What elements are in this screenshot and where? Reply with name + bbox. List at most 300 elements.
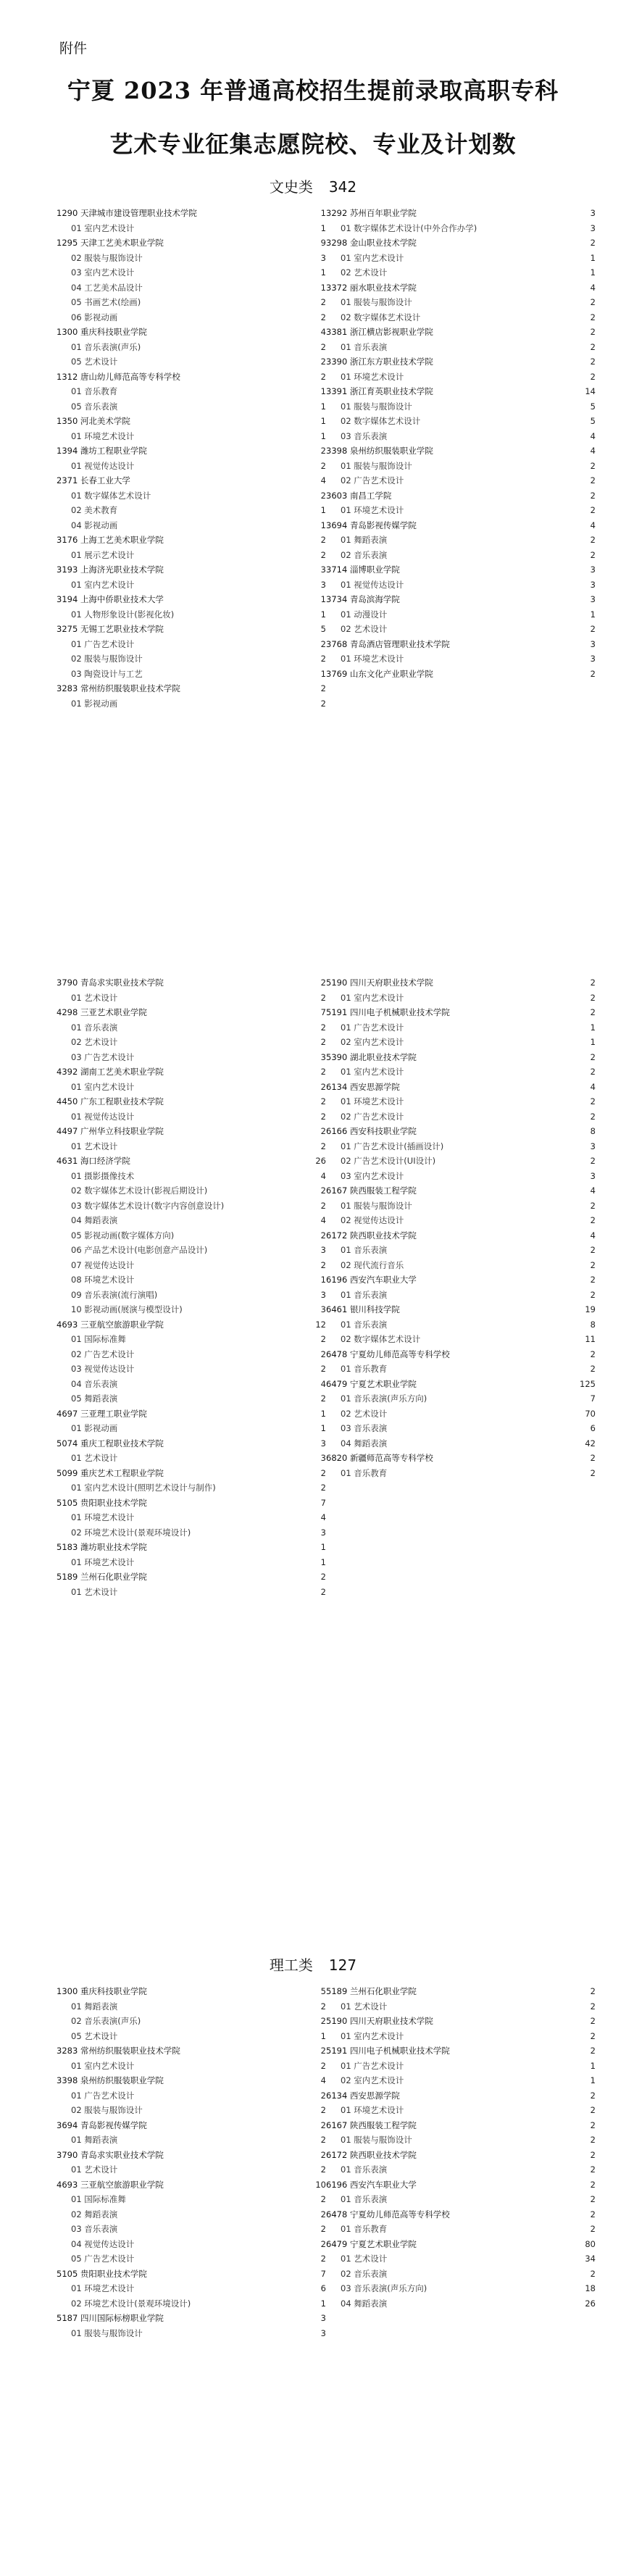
plan-count: 4 [320, 1378, 326, 1389]
major-code: 02 [341, 1259, 351, 1270]
major-name [57, 2281, 134, 2296]
major-row [57, 667, 326, 682]
school-row [57, 1154, 326, 1169]
major-code: 02 [71, 2105, 82, 2115]
major-name [326, 1139, 443, 1154]
row-label: 现代流行音乐 [354, 1259, 404, 1270]
row-label: 服装与服饰设计 [84, 2327, 143, 2338]
plan-count: 2 [590, 2046, 596, 2056]
school-code: 6478 [326, 1349, 348, 1359]
row-label: 音乐表演 [354, 1245, 388, 1255]
plan-count: 1 [320, 2030, 326, 2041]
school-name [57, 2148, 164, 2163]
plan-count: 2 [590, 2179, 596, 2190]
school-name [326, 280, 417, 296]
school-row [57, 2177, 326, 2193]
row-label: 三亚理工职业学院 [80, 1408, 147, 1419]
row-label: 音乐教育 [354, 1364, 388, 1374]
plan-count: 1 [590, 1037, 596, 1047]
major-row [57, 1169, 326, 1184]
row-label: 河北美术学院 [80, 416, 130, 426]
plan-count: 2 [320, 698, 326, 709]
major-name [57, 2192, 126, 2207]
plan-count: 11 [585, 1334, 596, 1344]
major-row [326, 2133, 596, 2148]
school-code: 5105 [57, 2268, 78, 2279]
plan-count: 2 [320, 683, 326, 693]
major-code: 01 [71, 386, 82, 396]
major-code: 01 [71, 2164, 82, 2175]
plan-count: 8 [590, 1319, 596, 1330]
school-row [326, 280, 596, 296]
major-code: 01 [341, 252, 351, 263]
row-label: 室内艺术设计 [354, 992, 404, 1003]
plan-count: 2 [590, 1275, 596, 1285]
school-code: 1300 [57, 327, 78, 337]
row-label: 兰州石化职业学院 [80, 1572, 147, 1582]
major-row [57, 503, 326, 518]
major-name [57, 696, 117, 712]
major-row [57, 265, 326, 280]
major-row [326, 1362, 596, 1377]
row-label: 四川电子机械职业技术学院 [349, 2046, 450, 2056]
major-code: 01 [341, 2135, 351, 2145]
major-code: 04 [71, 1215, 82, 1225]
major-row [57, 1377, 326, 1392]
school-row [57, 1570, 326, 1585]
row-label: 青岛求实职业技术学院 [80, 2149, 164, 2160]
row-label: 兰州石化职业学院 [349, 1986, 417, 1996]
major-row [57, 1421, 326, 1436]
school-name [57, 1094, 164, 1109]
school-row [326, 667, 596, 682]
row-label: 重庆科技职业学院 [80, 1986, 147, 1996]
major-code: 01 [341, 2224, 351, 2234]
school-row [57, 1496, 326, 1511]
school-name [57, 1154, 130, 1169]
major-name [326, 310, 420, 325]
row-label: 艺术设计 [84, 2164, 118, 2175]
major-row [326, 1332, 596, 1347]
plan-count: 2 [320, 371, 326, 382]
major-code: 01 [341, 654, 351, 664]
row-label: 室内艺术设计(照明艺术设计与制作) [84, 1483, 216, 1493]
school-code: 4631 [57, 1156, 78, 1166]
major-code: 05 [71, 401, 82, 412]
school-code: 3372 [326, 282, 348, 293]
row-label: 天津工艺美术职业学院 [80, 238, 164, 248]
major-code: 01 [71, 2135, 82, 2145]
row-label: 视觉传达设计 [84, 1364, 135, 1374]
major-name [57, 2014, 141, 2029]
plan-count: 2 [320, 297, 326, 307]
plan-count: 1 [320, 594, 326, 604]
major-row [326, 459, 596, 474]
major-code: 01 [341, 579, 351, 590]
school-name [326, 592, 400, 607]
school-row [326, 592, 596, 607]
row-label: 服装与服饰设计 [354, 2135, 412, 2145]
section-heading-ligong [0, 1954, 626, 1975]
school-name [57, 1124, 164, 1139]
major-name [57, 1332, 126, 1347]
major-code: 02 [71, 505, 82, 515]
major-row [57, 2103, 326, 2118]
major-code: 01 [341, 2254, 351, 2264]
row-label: 音乐表演 [354, 2194, 388, 2204]
major-code: 02 [71, 1349, 82, 1359]
school-code: 6167 [326, 1185, 348, 1196]
school-row [326, 1005, 596, 1020]
row-label: 苏州百年职业学院 [349, 208, 417, 218]
major-name [326, 1169, 404, 1184]
major-name [57, 310, 117, 325]
major-row [326, 1436, 596, 1451]
row-label: 舞蹈表演 [354, 1438, 388, 1449]
major-code: 01 [71, 1423, 82, 1433]
plan-count: 34 [585, 2254, 596, 2264]
row-label: 服装与服饰设计 [354, 401, 412, 412]
major-code: 01 [71, 2060, 82, 2071]
school-code: 4697 [57, 1408, 78, 1419]
plan-count: 2 [320, 1141, 326, 1151]
plan-count: 2 [320, 490, 326, 501]
plan-count: 2 [320, 341, 326, 352]
major-name [57, 251, 143, 266]
plan-count: 2 [590, 357, 596, 367]
row-label: 影视动画 [84, 698, 118, 709]
major-row [326, 1999, 596, 2014]
row-label: 艺术设计 [84, 992, 118, 1003]
plan-count: 2 [590, 1259, 596, 1270]
plan-count: 4 [320, 2075, 326, 2085]
major-row [57, 1999, 326, 2014]
major-code: 01 [341, 505, 351, 515]
major-name [57, 459, 134, 474]
major-row [326, 1020, 596, 1035]
section-heading-wenshi [0, 175, 626, 196]
plan-count: 2 [320, 1483, 326, 1493]
major-name [326, 265, 387, 280]
major-code: 01 [71, 1586, 82, 1597]
major-row [57, 1139, 326, 1154]
major-code: 02 [71, 1185, 82, 1196]
major-name [326, 1213, 404, 1228]
school-name [326, 1183, 417, 1199]
major-name [57, 1510, 134, 1525]
major-name [326, 2162, 387, 2177]
attachment-label: 附件 [59, 41, 88, 57]
school-code: 5099 [57, 1467, 78, 1478]
major-row [326, 1421, 596, 1436]
school-row [57, 473, 326, 488]
school-row [57, 443, 326, 459]
row-label: 产品艺术设计(电影创意产品设计) [84, 1245, 208, 1255]
plan-count: 3 [320, 1245, 326, 1255]
school-code: 6461 [326, 1304, 348, 1314]
major-name [57, 1139, 117, 1154]
row-label: 视觉传达设计 [84, 2238, 135, 2249]
major-code: 02 [341, 1408, 351, 1419]
major-code: 02 [71, 1527, 82, 1538]
major-name [57, 2059, 134, 2074]
school-row [326, 1302, 596, 1317]
school-row [57, 1466, 326, 1481]
row-label: 广告艺术设计 [84, 2090, 135, 2101]
row-label: 西安科技职业学院 [349, 1126, 417, 1136]
row-label: 音乐教育 [354, 2224, 388, 2234]
school-code: 4693 [57, 2179, 78, 2190]
school-row [57, 975, 326, 991]
plan-count: 2 [590, 238, 596, 248]
row-label: 西安汽车职业大学 [349, 1275, 417, 1285]
plan-count: 3 [320, 252, 326, 263]
major-name [57, 280, 143, 296]
row-label: 广告艺术设计 [354, 475, 404, 485]
plan-count: 2 [590, 2194, 596, 2204]
major-code: 03 [341, 1423, 351, 1433]
plan-count: 4 [320, 327, 326, 337]
school-name [326, 1377, 417, 1392]
major-code: 01 [71, 992, 82, 1003]
school-code: 6196 [326, 1275, 348, 1285]
school-code: 5191 [326, 1007, 348, 1017]
row-label: 数字媒体艺术设计(数字内容创意设计) [84, 1200, 225, 1211]
plan-count: 4 [320, 1170, 326, 1181]
plan-count: 1 [320, 401, 326, 412]
major-name [57, 354, 117, 370]
major-code: 01 [341, 1067, 351, 1077]
major-code: 10 [71, 1304, 82, 1314]
major-code: 02 [341, 1215, 351, 1225]
major-code: 02 [71, 2016, 82, 2026]
major-row [326, 651, 596, 667]
major-code: 01 [71, 609, 82, 620]
school-code: 4392 [57, 1067, 78, 1077]
row-label: 西安思源学院 [349, 1081, 400, 1092]
school-name [57, 2073, 164, 2088]
major-row [57, 2059, 326, 2074]
major-code: 01 [341, 1319, 351, 1330]
row-label: 音乐表演(声乐) [84, 2016, 141, 2026]
major-row [326, 310, 596, 325]
plan-count: 2 [590, 312, 596, 322]
row-label: 贵阳职业技术学院 [80, 1497, 147, 1508]
major-row [57, 280, 326, 296]
major-name [326, 2222, 387, 2237]
row-label: 广告艺术设计 [84, 1051, 135, 1062]
major-row [57, 1199, 326, 1214]
plan-count: 2 [590, 1200, 596, 1211]
major-name [57, 1035, 117, 1050]
row-label: 艺术设计 [84, 1037, 118, 1047]
major-name [326, 1391, 427, 1406]
plan-count: 5 [590, 401, 596, 412]
plan-count: 1 [320, 505, 326, 515]
plan-count: 2 [320, 1349, 326, 1359]
row-label: 室内艺术设计 [84, 1081, 135, 1092]
plan-count: 2 [590, 460, 596, 471]
school-name [326, 1272, 417, 1288]
major-row [57, 518, 326, 533]
major-code: 02 [71, 2298, 82, 2309]
school-code: 1300 [57, 1986, 78, 1996]
school-row [57, 622, 326, 637]
row-label: 重庆艺术工程职业学院 [80, 1467, 164, 1478]
major-name [326, 295, 412, 310]
major-name [326, 1317, 387, 1333]
plan-count: 1 [590, 2060, 596, 2071]
major-row [326, 265, 596, 280]
row-label: 重庆工程职业技术学院 [80, 1438, 164, 1449]
school-name [326, 2043, 450, 2059]
section-total: 127 [328, 1956, 357, 1974]
plan-count: 1 [590, 2075, 596, 2085]
major-name [57, 265, 134, 280]
major-code: 01 [341, 2194, 351, 2204]
major-row [326, 2059, 596, 2074]
major-name [326, 429, 387, 444]
row-label: 广告艺术设计 [84, 638, 135, 649]
major-code: 01 [71, 579, 82, 590]
plan-count: 3 [320, 2313, 326, 2323]
major-name [57, 1272, 134, 1288]
school-name [57, 235, 164, 251]
major-name [57, 637, 134, 652]
school-code: 4298 [57, 1007, 78, 1017]
school-row [326, 1377, 596, 1392]
major-code: 01 [341, 1289, 351, 1300]
row-label: 视觉传达设计 [354, 1215, 404, 1225]
school-name [326, 235, 417, 251]
plan-count: 7 [590, 1393, 596, 1404]
plan-count: 1 [320, 1275, 326, 1285]
school-name [57, 622, 164, 637]
row-label: 舞蹈表演 [84, 2001, 118, 2012]
school-row [326, 1080, 596, 1095]
school-name [57, 370, 180, 385]
plan-count: 2 [590, 505, 596, 515]
major-row [326, 2103, 596, 2118]
major-code: 01 [71, 1512, 82, 1522]
major-code: 07 [71, 1259, 82, 1270]
major-name [326, 2251, 387, 2267]
row-label: 广告艺术设计 [354, 1022, 404, 1033]
plan-count: 2 [320, 1096, 326, 1106]
school-row [326, 325, 596, 340]
plan-count: 2 [320, 1037, 326, 1047]
plan-count: 4 [590, 520, 596, 530]
plan-column-left [57, 206, 326, 711]
school-code: 3714 [326, 564, 348, 575]
major-name [326, 1436, 387, 1451]
school-code: 3298 [326, 238, 348, 248]
school-row [57, 2267, 326, 2282]
major-code: 05 [71, 2254, 82, 2264]
major-code: 01 [341, 609, 351, 620]
school-code: 3292 [326, 208, 348, 218]
plan-count: 26 [585, 2298, 596, 2309]
school-name [57, 2177, 164, 2193]
major-code: 03 [71, 267, 82, 278]
row-label: 舞蹈表演 [354, 535, 388, 545]
school-code: 3603 [326, 490, 348, 501]
school-code: 1290 [57, 208, 78, 218]
plan-count: 42 [585, 1438, 596, 1449]
major-row [57, 1525, 326, 1541]
major-code: 03 [71, 1200, 82, 1211]
plan-count: 2 [320, 2209, 326, 2219]
major-name [326, 548, 387, 563]
major-row [57, 1258, 326, 1273]
major-name [57, 991, 117, 1006]
school-row [57, 533, 326, 548]
school-name [57, 975, 164, 991]
major-name [57, 384, 117, 399]
row-label: 音乐表演 [354, 1289, 388, 1300]
major-row [57, 459, 326, 474]
major-name [57, 2133, 117, 2148]
school-code: 3769 [326, 668, 348, 679]
plan-count: 2 [590, 2016, 596, 2026]
school-code: 4497 [57, 1126, 78, 1136]
school-row [57, 1436, 326, 1451]
row-label: 音乐表演 [84, 1378, 118, 1389]
school-name [326, 518, 417, 533]
plan-count: 1 [590, 1022, 596, 1033]
plan-count: 9 [320, 238, 326, 248]
plan-count: 2 [590, 327, 596, 337]
row-label: 书画艺术(绘画) [84, 297, 141, 307]
school-row [326, 1347, 596, 1362]
plan-count: 2 [320, 2149, 326, 2160]
major-row [326, 370, 596, 385]
row-label: 无锡工艺职业技术学院 [80, 624, 164, 634]
school-row [326, 1272, 596, 1288]
school-name [57, 1064, 164, 1080]
row-label: 广东工程职业技术学院 [80, 1096, 164, 1106]
school-code: 3398 [326, 446, 348, 456]
row-label: 三亚艺术职业学院 [80, 1007, 147, 1017]
plan-count: 4 [590, 1185, 596, 1196]
major-name [57, 1451, 117, 1466]
school-code: 3390 [326, 357, 348, 367]
school-name [57, 414, 130, 429]
major-name [57, 1050, 134, 1065]
row-label: 环境艺术设计 [84, 1512, 135, 1522]
major-name [57, 2207, 117, 2222]
plan-count: 3 [590, 222, 596, 233]
major-row [326, 295, 596, 310]
school-code: 6167 [326, 2119, 348, 2130]
school-name [326, 2177, 417, 2193]
school-row [326, 2088, 596, 2104]
plan-count: 7 [320, 1497, 326, 1508]
plan-count: 1 [320, 267, 326, 278]
school-code: 1394 [57, 446, 78, 456]
major-row [326, 607, 596, 622]
major-code: 01 [341, 1393, 351, 1404]
major-code: 02 [341, 1037, 351, 1047]
plan-count: 2 [590, 1051, 596, 1062]
school-name [57, 1005, 147, 1020]
major-name [57, 1243, 207, 1258]
plan-count: 2 [320, 1334, 326, 1344]
major-row [57, 548, 326, 563]
school-row [57, 1317, 326, 1333]
row-label: 广州华立科技职业学院 [80, 1126, 164, 1136]
major-name [326, 2192, 387, 2207]
